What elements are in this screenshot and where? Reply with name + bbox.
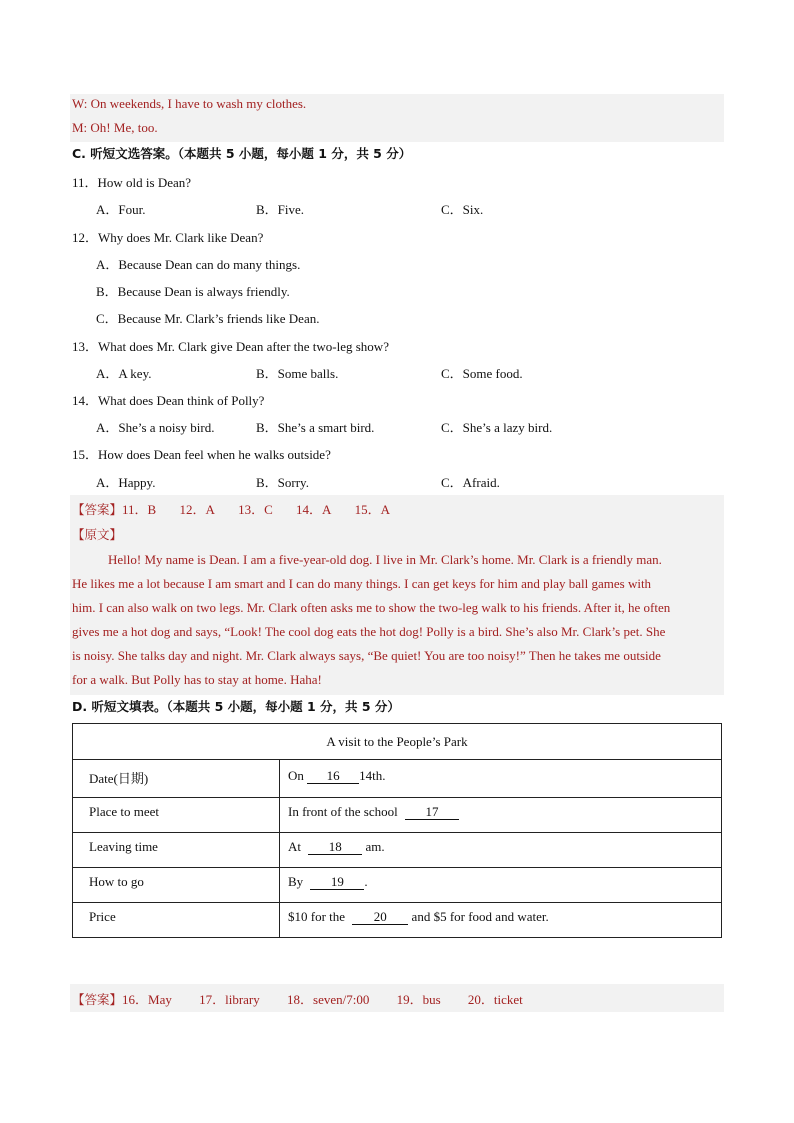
- blank-16[interactable]: 16: [307, 769, 359, 784]
- row-label: Leaving time: [73, 833, 280, 868]
- option: A．A key.: [96, 366, 152, 381]
- row-value: In front of the school 17: [280, 798, 722, 833]
- option: C．She’s a lazy bird.: [441, 420, 553, 435]
- answer-item: 13．C: [238, 502, 273, 517]
- option: B．Some balls.: [256, 366, 339, 381]
- original-passage: [72, 548, 722, 692]
- answer-item: 18．seven/7:00: [287, 992, 370, 1007]
- table-row: [73, 833, 722, 868]
- dialogue-line: W: On weekends, I have to wash my clothes.: [72, 96, 307, 111]
- row-label: How to go: [73, 868, 280, 903]
- option: A．She’s a noisy bird.: [96, 420, 215, 435]
- table-row: [73, 798, 722, 833]
- option: B．Sorry.: [256, 475, 309, 490]
- passage-line: gives me a hot dog and says, “Look! The cool dog eats the hot dog! Polly is a bird. She’s also Mr. Clark’s pet. She: [72, 624, 666, 639]
- passage-line: He likes me a lot because I am smart and I can do many things. I can get keys for him and play ball games with: [72, 576, 652, 591]
- option: A．Four.: [96, 202, 146, 217]
- answer-item: 12．A: [179, 502, 215, 517]
- option: A．Because Dean can do many things.: [96, 257, 301, 272]
- question-stem: 15．How does Dean feel when he walks outside?: [72, 447, 331, 462]
- answer-item: 16．May: [122, 992, 172, 1007]
- answer-item: 14．A: [296, 502, 332, 517]
- question-stem: 13．What does Mr. Clark give Dean after the two-leg show?: [72, 339, 389, 354]
- passage-line: is noisy. She talks day and night. Mr. Clark always says, “Be quiet! You are too noisy!” Then he takes me outside: [72, 648, 661, 663]
- blank-17[interactable]: 17: [405, 805, 459, 820]
- original-label: 【原文】: [72, 527, 123, 542]
- option: C．Because Mr. Clark’s friends like Dean.: [96, 311, 320, 326]
- answer-item: 11．B: [122, 502, 157, 517]
- option: C．Six.: [441, 202, 484, 217]
- question-stem: 11．How old is Dean?: [72, 175, 192, 190]
- dialogue-line: M: Oh! Me, too.: [72, 120, 158, 135]
- table-row: [73, 868, 722, 903]
- row-label: Place to meet: [73, 798, 280, 833]
- passage-line: Hello! My name is Dean. I am a five-year-old dog. I live in Mr. Clark’s home. Mr. Clark is a friendly man.: [108, 552, 662, 567]
- blank-20[interactable]: 20: [352, 910, 408, 925]
- question-stem: 14．What does Dean think of Polly?: [72, 393, 265, 408]
- table-title: A visit to the People’s Park: [73, 724, 722, 760]
- answer-item: 19．bus: [396, 992, 441, 1007]
- blank-19[interactable]: 19: [310, 875, 364, 890]
- passage-line: him. I can also walk on two legs. Mr. Clark often asks me to show the two-leg walk to his friends. After it, he often: [72, 600, 671, 615]
- option: A．Happy.: [96, 475, 156, 490]
- option: C．Some food.: [441, 366, 523, 381]
- passage-line: for a walk. But Polly has to stay at home. Haha!: [72, 672, 322, 687]
- row-label: Date(日期): [73, 760, 280, 798]
- answer-item: 15．A: [354, 502, 391, 517]
- answer-item: 17．library: [199, 992, 260, 1007]
- option: B．Because Dean is always friendly.: [96, 284, 290, 299]
- section-d-heading: D. 听短文填表。（本题共 5 小题，每小题 1 分，共 5 分）: [72, 699, 400, 714]
- fill-in-table: [72, 723, 722, 938]
- row-label: Price: [73, 903, 280, 938]
- table-row: [73, 760, 722, 798]
- row-value: On 16 14th.: [280, 760, 722, 798]
- row-value: By 19 .: [280, 868, 722, 903]
- option: B．She’s a smart bird.: [256, 420, 375, 435]
- answer-line: [72, 499, 390, 518]
- option: B．Five.: [256, 202, 305, 217]
- answer-item: 20．ticket: [467, 992, 523, 1007]
- row-value: $10 for the 20 and $5 for food and water.: [280, 903, 722, 938]
- row-value: At 18 am.: [280, 833, 722, 868]
- answer-label: 【答案】: [72, 502, 123, 517]
- section-c-heading: C. 听短文选答案。（本题共 5 小题，每小题 1 分，共 5 分）: [72, 146, 412, 161]
- question-stem: 12．Why does Mr. Clark like Dean?: [72, 230, 264, 245]
- blank-18[interactable]: 18: [308, 840, 362, 855]
- answer-label: 【答案】: [72, 992, 123, 1007]
- answer-line: [72, 989, 523, 1008]
- table-row: [73, 903, 722, 938]
- option: C．Afraid.: [441, 475, 500, 490]
